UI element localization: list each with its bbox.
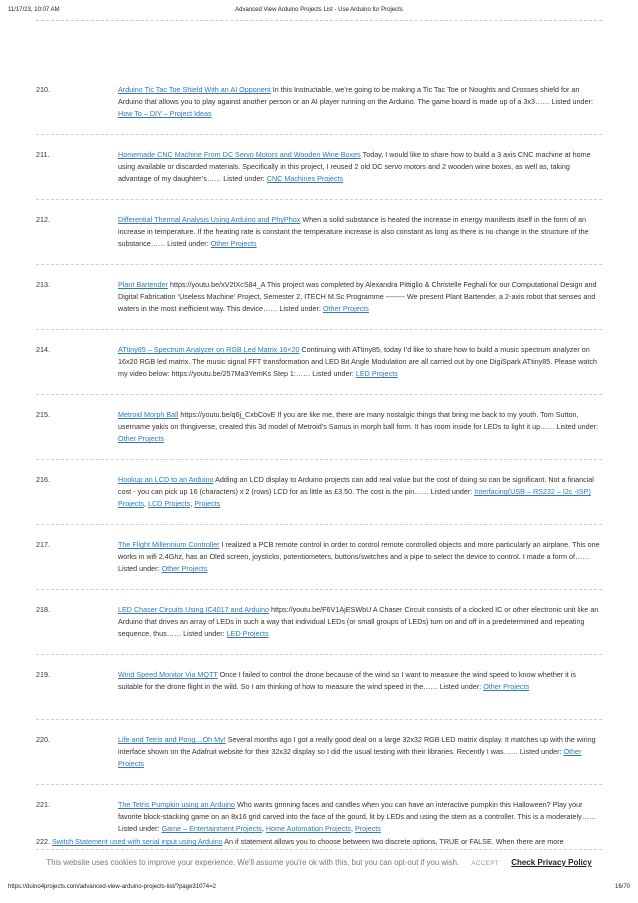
item-number: 220. [36, 735, 50, 744]
category-link[interactable]: LED Projects [355, 369, 398, 378]
item-title-link[interactable]: Life and Tetris and Pong…Oh My! [118, 735, 226, 744]
item-description [118, 214, 602, 250]
list-item [36, 70, 602, 135]
item-number: 216. [36, 475, 50, 484]
item-text: Once I failed to control the drone because of the wind so I want to measure the wind speed to know whether it is suitable for the drone flight in the wild. So I am thinking of how to measure the wind speed in the…… Listed under: [118, 670, 576, 691]
item-text: Several months ago I got a really good deal on a large 32x32 RGB LED matrix display. It matches up with the wiring interface shown on the Adafruit website for their 32x32 display so I did the usual testing with their libraries. Recently I was…… Listed under: [118, 735, 596, 756]
item-description: Hookup an LCD to an Arduino Adding an LCD display to Arduino projects can add real value but the cost of doing so can be significant. Not a financial cost - you can pick up 16 (characters) x 2 (rows) LCD for as little as £3.50. The cost is the pin…… Listed under: Interfacing(USB – RS232 – I2c -ISP) Projects, LCD Projects, Projects [118, 475, 594, 508]
item-description [118, 669, 602, 693]
category-link[interactable]: Game – Entertainment Projects [161, 824, 262, 833]
print-datetime: 11/17/23, 10:07 AM [8, 7, 60, 13]
item-number: 211. [36, 150, 50, 159]
item-number: 215. [36, 410, 50, 419]
privacy-policy-link[interactable]: Check Privacy Policy [511, 858, 592, 867]
category-link[interactable]: Other Projects [118, 434, 164, 443]
item-text: Continuing with ATtiny85, today I’d like to share how to build a music spectrum analyzer on 16x20 RGB led matrix. The music signal FFT transformation and LED Bit Angle Modulation are all carried out by one DigiSpark ATtiny85. Please watch my video below: https://youtu.be/257Ma3YemKs Step 1:…… Listed under: [118, 345, 597, 378]
item-text: I realized a PCB remote control in order to control remote controlled objects and more particularly an airplane. This one works in wifi 2.4Ghz, has an Oled screen, joysticks, potentiometers, buttons/switches and a pipe to select the device to control. I made a form of…… Listed under: [118, 540, 600, 573]
item-number: 221. [36, 800, 50, 809]
item-title-link[interactable]: Arduino Tic Tac Toe Shield With an AI Opponent [118, 85, 271, 94]
print-title: Advanced View Arduino Projects List - Use Arduino for Projects [235, 7, 403, 13]
project-list [36, 70, 602, 850]
category-link[interactable]: How To – DIY – Project Ideas [118, 109, 212, 118]
print-header [8, 7, 630, 17]
item-text: https://youtu.be/q6j_CxbCovE If you are like me, there are many nostalgic things that bring me back to my youth. Tom Sutton, username yakis on thingiverse, created this 3d model of Metroid’s Samus in morph ball form. It has room inside for LEDs to light it up…… Listed under: [118, 410, 599, 431]
item-number: 212. [36, 215, 50, 224]
item-number: 213. [36, 280, 50, 289]
item-title-link[interactable]: Hookup an LCD to an Arduino [118, 475, 214, 484]
category-link[interactable]: Other Projects [322, 304, 369, 313]
list-item [36, 836, 602, 848]
item-title-link[interactable]: Switch Statement used with serial input using Arduino [52, 837, 223, 846]
category-link[interactable]: Interfacing(USB – RS232 – I2c -ISP) Projects [118, 487, 591, 508]
list-item [36, 590, 602, 655]
item-description [118, 84, 602, 120]
item-description: An if statement allows you to choose between two discrete options, TRUE or FALSE. When there are more [224, 837, 564, 846]
category-link[interactable]: Other Projects [210, 239, 257, 248]
item-title-link[interactable]: Wind Speed Monitor Via MQTT [118, 670, 218, 679]
list-item [36, 265, 602, 330]
item-description [118, 409, 602, 445]
item-number: 219. [36, 670, 50, 679]
item-description [118, 344, 602, 380]
list-item [36, 720, 602, 785]
item-title-link[interactable]: The Flight Millennium Controller [118, 540, 220, 549]
item-text: When a solid substance is heated the increase in energy manifests itself in the form of an increase in temperature. If the heating rate is constant the temperature increase is also constant as long as there is no change in the structure of the substance…… Listed under: [118, 215, 589, 248]
item-number: 214. [36, 345, 50, 354]
item-description: The Tetris Pumpkin using an Arduino Who wants grinning faces and candles when you can have an interactive pumpkin this Halloween? Play your favorite block-stacking game on an 8x16 grid carved into the face of the gourd, lit by LEDs and using the stem as a controller. This is a moderately…… Listed under: Game – Entertainment Projects, Home Automation Projects, Projects [118, 800, 597, 833]
list-item [36, 330, 602, 395]
item-text: Who wants grinning faces and candles when you can have an interactive pumpkin this Halloween? Play your favorite block-stacking game on an 8x16 grid carved into the face of the gourd, lit by LEDs and using the stem as a controller. This is a moderately…… Listed under: [118, 800, 597, 833]
item-description [118, 604, 602, 640]
item-description [118, 539, 602, 575]
item-description [118, 734, 602, 770]
category-link[interactable]: Other Projects [161, 564, 208, 573]
item-title-link[interactable]: Homemade CNC Machine From DC Servo Motors and Wooden Wine Boxes [118, 150, 361, 159]
list-item [36, 200, 602, 265]
accept-button[interactable]: ACCEPT [471, 860, 500, 867]
item-text: Today, I would like to share how to build a 3 axis CNC machine at home using available or discarded materials. Specifically in this project, I reused 2 old DC servo motors and 2 wooden wine boxes, as well as, taking advantage of my daughter’s…… Listed under: [118, 150, 591, 183]
item-title-link[interactable]: The Tetris Pumpkin using an Arduino [118, 800, 235, 809]
list-item [36, 135, 602, 200]
item-description [118, 149, 602, 185]
list-item [36, 395, 602, 460]
list-item [36, 525, 602, 590]
category-link[interactable]: CNC Machines Projects [266, 174, 344, 183]
item-number: 210. [36, 85, 50, 94]
cookie-bar [0, 858, 638, 867]
print-footer [8, 884, 630, 894]
category-link[interactable]: LED Projects [226, 629, 269, 638]
list-item [36, 460, 602, 525]
item-number: 217. [36, 540, 50, 549]
category-link[interactable]: Other Projects [118, 747, 582, 768]
list-item [36, 655, 602, 720]
item-title-link[interactable]: LED Chaser Circuits Using IC4017 and Arduino [118, 605, 270, 614]
category-link[interactable]: Other Projects [483, 682, 530, 691]
page-number: 16/70 [614, 884, 630, 890]
item-title-link[interactable]: Metroid Morph Ball [118, 410, 179, 419]
category-link[interactable]: Home Automation Projects [265, 824, 351, 833]
item-description [118, 279, 602, 315]
divider [36, 20, 602, 21]
category-link[interactable]: LCD Projects [147, 499, 191, 508]
item-title-link[interactable]: ATtiny85 – Spectrum Analyzer on RGB Led Matrix 16×20 [118, 345, 300, 354]
item-text: https://youtu.be/F6V1AjESWbU A Chaser Circuit consists of a clocked IC or other electronic unit like an Arduino that drives an array of LEDs in such a way that individual LEDs (or small groups of LEDs) turn on and off in a predetermined and repeating sequence, thus…… Listed under: [118, 605, 599, 638]
item-number: 218. [36, 605, 50, 614]
category-link[interactable]: Projects [354, 824, 381, 833]
item-text: https://youtu.be/xV2tXcS84_A This project was completed by Alexandra Pittiglio & Christelle Feghali for our Computational Design and Digital Fabrication ‘Useless Machine’ Project, Semester 2, ITECH M.Sc Programme -------- We present Plant Bartender, a 2-axis robot that senses and waters in the most inefficient way. This device…… Listed under: [118, 280, 597, 313]
item-title-link[interactable]: Plant Bartender [118, 280, 168, 289]
item-text: Adding an LCD display to Arduino projects can add real value but the cost of doing so can be significant. Not a financial cost - you can pick up 16 (characters) x 2 (rows) LCD for as little as £3.50. The cost is the pin…… Listed under: [118, 475, 594, 496]
item-title-link[interactable]: Differential Thermal Analysis Using Arduino and PhyPhox [118, 215, 301, 224]
item-number: 222. [36, 837, 50, 846]
item-text: In this Instructable, we’re going to be making a Tic Tac Toe or Noughts and Crosses shield for an Arduino that allows you to play against another person or an AI player running on the Arduino. The game board is made up of a 3x3…… Listed under: [118, 85, 593, 106]
category-link[interactable]: Projects [194, 499, 221, 508]
cookie-message: This website uses cookies to improve your experience. We'll assume you're ok with this, but you can opt-out if you wish. [46, 858, 460, 867]
print-url: https://duino4projects.com/advanced-view-arduino-projects-list/?page31074=2 [8, 884, 216, 890]
